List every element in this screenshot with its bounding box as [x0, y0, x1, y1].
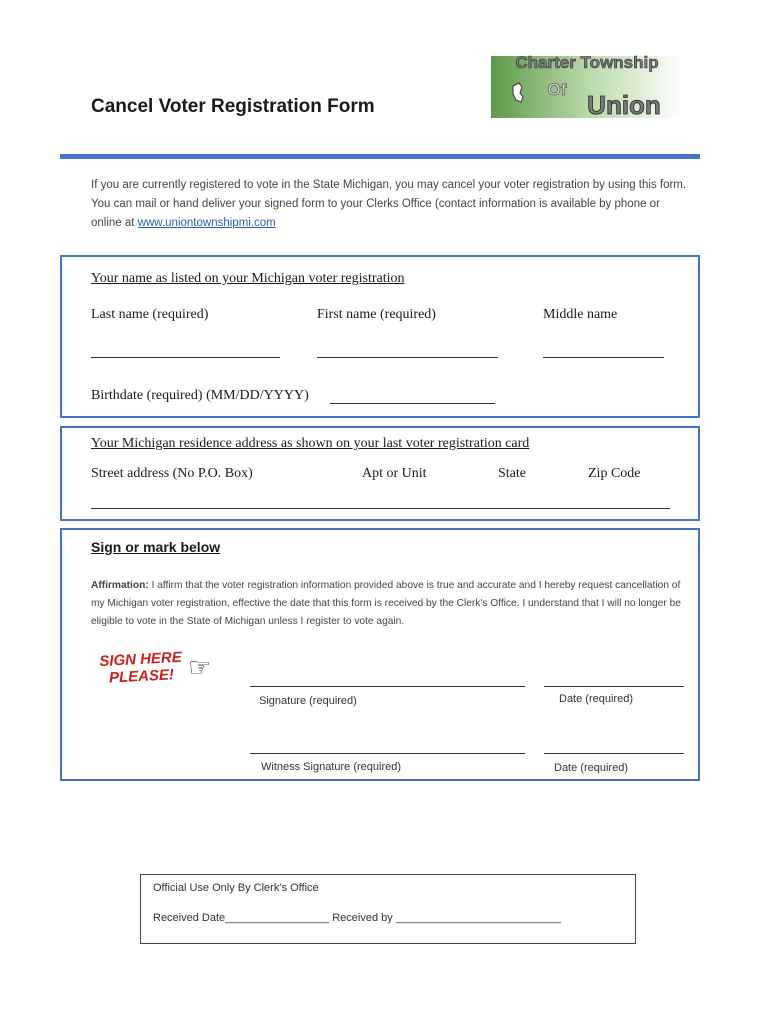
sign-heading: Sign or mark below — [91, 539, 221, 555]
intro-paragraph — [91, 176, 691, 233]
state-label: State — [498, 466, 526, 481]
township-logo — [489, 50, 686, 120]
signature-field[interactable] — [250, 686, 525, 687]
zip-label: Zip Code — [588, 466, 641, 481]
official-title: Official Use Only By Clerk’s Office — [153, 882, 319, 894]
logo-line2: Of — [547, 80, 567, 99]
birthdate-label: Birthdate (required) (MM/DD/YYYY) — [91, 388, 309, 403]
stamp-line1: SIGN HERE — [98, 648, 183, 671]
affirmation-text: I affirm that the voter registration information provided above is true and accurate and I hereby request cancellation of my Michigan voter registration, effective the date that this form is received by the Clerk's Office. I understand that I will no longer be eligible to vote in the State of Michigan unless I register to vote again. — [91, 580, 681, 627]
last-name-field[interactable] — [91, 357, 280, 358]
date-label-1: Date (required) — [559, 693, 633, 705]
witness-signature-field[interactable] — [250, 753, 525, 754]
page-title: Cancel Voter Registration Form — [91, 96, 375, 117]
birthdate-field[interactable] — [330, 403, 495, 404]
apt-label: Apt or Unit — [362, 466, 427, 481]
middle-name-label: Middle name — [543, 307, 618, 322]
date-field-2[interactable] — [544, 753, 684, 754]
last-name-label: Last name (required) — [91, 307, 209, 322]
date-label-2: Date (required) — [554, 762, 628, 774]
first-name-label: First name (required) — [317, 307, 436, 322]
pointing-hand-icon: ☞ — [188, 652, 212, 682]
first-name-field[interactable] — [317, 357, 498, 358]
intro-text: If you are currently registered to vote in the State Michigan, you may cancel your voter registration by using this form. You can mail or hand deliver your signed form to your Clerks Office (contact information is available by phone or online at — [91, 179, 687, 229]
header-rule — [60, 154, 700, 159]
witness-label: Witness Signature (required) — [261, 761, 402, 773]
stamp-line2: PLEASE! — [108, 666, 175, 687]
logo-line3: Union — [587, 90, 661, 120]
address-heading: Your Michigan residence address as shown on your last voter registration card — [91, 436, 530, 451]
address-field[interactable] — [91, 508, 670, 509]
received-line: Received Date_________________ Received by ___________________________ — [153, 912, 561, 924]
middle-name-field[interactable] — [543, 357, 664, 358]
affirmation-paragraph — [91, 577, 691, 631]
street-label: Street address (No P.O. Box) — [91, 466, 253, 481]
website-link[interactable]: www.uniontownshipmi.com — [137, 217, 276, 229]
sign-here-stamp — [95, 649, 187, 688]
affirmation-label: Affirmation: — [91, 580, 149, 591]
name-heading: Your name as listed on your Michigan voter registration — [91, 271, 405, 286]
date-field-1[interactable] — [544, 686, 684, 687]
signature-label: Signature (required) — [259, 695, 357, 707]
logo-line1: Charter Township — [515, 53, 659, 72]
